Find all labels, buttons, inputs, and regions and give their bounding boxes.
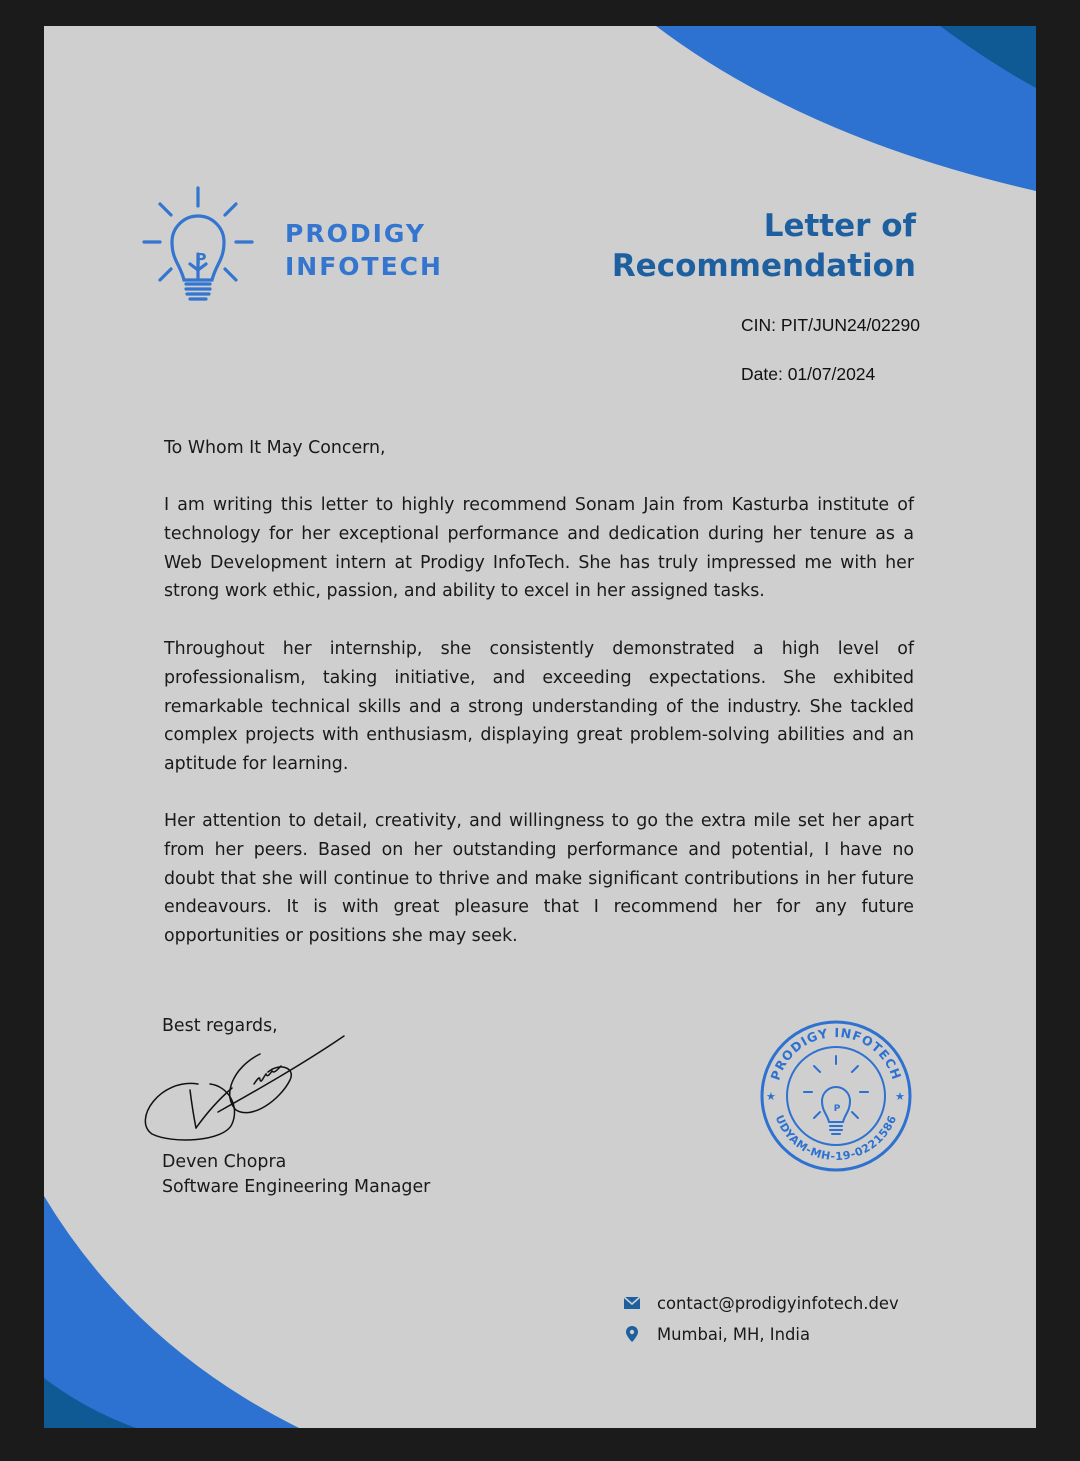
salutation: To Whom It May Concern, <box>164 438 386 458</box>
signer-title: Software Engineering Manager <box>162 1177 431 1197</box>
contact-email[interactable]: contact@prodigyinfotech.dev <box>657 1293 899 1313</box>
letter-date: Date: 01/07/2024 <box>741 364 876 384</box>
paragraph-2: Throughout her internship, she consistently demonstrated a high level of professionalism, taking initiative, and exceeding expectations. She exhibited remarkable technical skills and a strong understanding of the industry. She tackled complex projects with enthusiasm, displaying great problem-solving abilities and an aptitude for learning. <box>164 639 914 775</box>
svg-text:★: ★ <box>895 1090 905 1103</box>
cin-number: CIN: PIT/JUN24/02290 <box>741 315 920 335</box>
stamp-top-text: PRODIGY INFOTECH <box>767 1024 905 1083</box>
envelope-icon <box>622 1293 642 1313</box>
svg-text:PRODIGY INFOTECH <box>767 1025 904 1082</box>
letter-page <box>44 26 1036 1428</box>
document-title <box>612 206 916 286</box>
company-name-line2: INFOTECH <box>285 252 443 281</box>
paragraph-1: I am writing this letter to highly recommend Sonam Jain from Kasturba institute of technology for her exceptional performance and dedication during her tenure as a Web Development intern at Prodigy InfoTech. She has truly impressed me with her strong work ethic, passion, and ability to excel in her assigned tasks. <box>164 495 914 602</box>
signature-image <box>140 1028 350 1152</box>
company-name <box>285 217 443 283</box>
contact-location-row <box>622 1322 810 1346</box>
contact-email-row <box>622 1291 899 1315</box>
company-name-line1: PRODIGY <box>285 219 426 248</box>
closing: Best regards, <box>162 1016 278 1036</box>
map-pin-icon <box>622 1324 642 1344</box>
signer-name: Deven Chopra <box>162 1152 287 1172</box>
logo-letter: P <box>195 250 207 268</box>
lightbulb-logo-icon <box>140 184 260 304</box>
stamp-logo-letter: P <box>833 1104 841 1114</box>
company-stamp <box>758 1018 914 1174</box>
bottom-left-swoosh <box>44 1196 299 1428</box>
stamp-bottom-text: UDYAM-MH-19-0221586 <box>772 1113 900 1164</box>
document-title-line1: Letter of <box>763 208 916 244</box>
document-title-line2: Recommendation <box>611 248 916 284</box>
svg-text:★: ★ <box>766 1090 776 1103</box>
contact-location: Mumbai, MH, India <box>657 1324 811 1344</box>
paragraph-3: Her attention to detail, creativity, and willingness to go the extra mile set her apart from her peers. Based on her outstanding performance and potential, I have no doubt that she will continue to thrive and make significant contributions in her future endeavours. It is with great pleasure that I recommend her for any future opportunities or positions she may seek. <box>164 811 914 947</box>
